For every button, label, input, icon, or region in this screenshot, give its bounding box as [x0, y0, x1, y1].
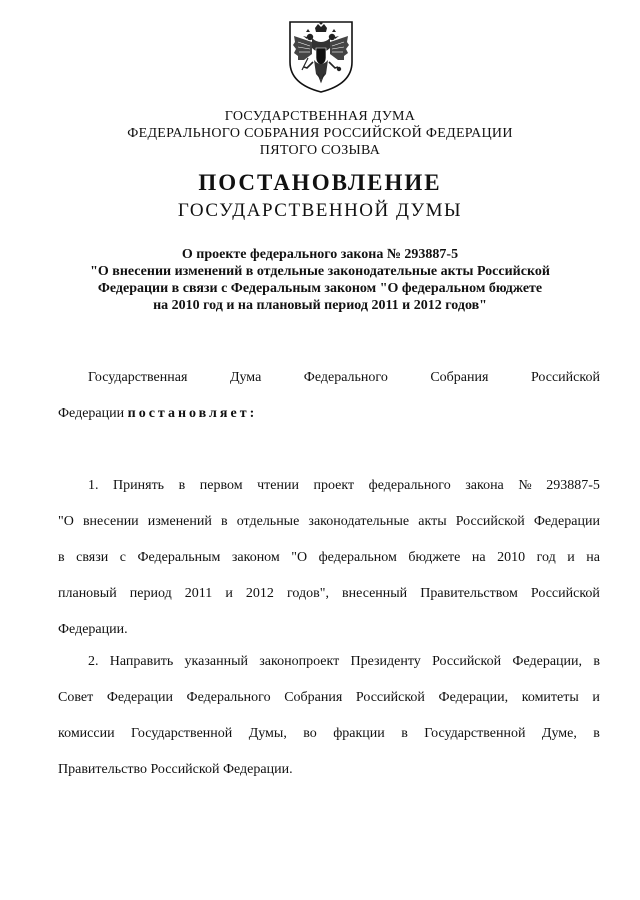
document-issuer-title: ГОСУДАРСТВЕННОЙ ДУМЫ	[177, 200, 463, 221]
header-line-state-duma: ГОСУДАРСТВЕННАЯ ДУМА	[224, 109, 416, 124]
word: Федерации	[106, 690, 173, 705]
word: "О	[58, 514, 74, 529]
word: Правительством	[420, 586, 518, 601]
subject-line: на 2010 год и на плановый период 2011 и 2012 годов"	[153, 298, 487, 313]
word: №	[518, 478, 532, 493]
word: фракции	[333, 726, 385, 741]
word: плановый	[58, 586, 117, 601]
word: комиссии	[58, 726, 115, 741]
word: Государственной	[131, 726, 233, 741]
word: и	[567, 550, 575, 565]
subject-line: О проекте федерального закона № 293887-5	[181, 247, 459, 262]
word: Президенту	[350, 654, 421, 669]
intro-word: Российской	[530, 370, 600, 385]
word: в	[58, 550, 65, 565]
intro-line-1	[58, 360, 600, 396]
word: на	[471, 550, 486, 565]
intro-word: Федерального	[303, 370, 388, 385]
word: и	[225, 586, 233, 601]
paragraph-1-last-line: Федерации.	[58, 622, 128, 637]
document-type-title: ПОСТАНОВЛЕНИЕ	[198, 170, 442, 195]
paragraph-1	[58, 468, 600, 648]
word: изменений	[147, 514, 212, 529]
word: год	[536, 550, 556, 565]
intro-line-2	[58, 396, 600, 432]
paragraph-1-line-1	[58, 468, 600, 504]
intro-word: Собрания	[430, 370, 489, 385]
word: Федерации,	[438, 690, 509, 705]
word: проект	[313, 478, 355, 493]
paragraph-1-line-4	[58, 576, 600, 612]
word: Думы,	[248, 726, 287, 741]
subject-line: Федерации в связи с Федеральным законом "О федеральном бюджете	[97, 281, 543, 296]
word: с	[119, 550, 126, 565]
word: Российской	[455, 514, 525, 529]
word: Российской	[530, 586, 600, 601]
word: законопроект	[259, 654, 340, 669]
word: законодательные	[308, 514, 410, 529]
russian-coat-of-arms-icon	[286, 18, 356, 94]
word: бюджете	[408, 550, 461, 565]
word: Думе,	[541, 726, 577, 741]
word: в	[178, 478, 186, 493]
word: закона	[465, 478, 504, 493]
word: 2011	[184, 586, 213, 601]
word: федеральном	[318, 550, 397, 565]
intro-word: Государственная	[88, 370, 188, 385]
word: в	[593, 726, 600, 741]
word: период	[129, 586, 172, 601]
word: Российской	[355, 690, 425, 705]
word: 2010	[497, 550, 526, 565]
word: чтении	[257, 478, 299, 493]
word: годов",	[287, 586, 329, 601]
word: и	[592, 690, 600, 705]
word: Федерации	[533, 514, 600, 529]
paragraph-1-line-2	[58, 504, 600, 540]
word: отдельные	[236, 514, 300, 529]
paragraph-1-line-3	[58, 540, 600, 576]
word: Совет	[58, 690, 94, 705]
paragraph-2-line-3	[58, 716, 600, 752]
word: 2012	[245, 586, 274, 601]
word: законом	[231, 550, 280, 565]
subject-line: "О внесении изменений в отдельные законодательные акты Российской	[90, 264, 550, 279]
word: Федеральным	[137, 550, 221, 565]
word: Российской	[432, 654, 502, 669]
intro-line-2-start: Федерации	[58, 406, 125, 421]
word: Собрания	[284, 690, 343, 705]
paragraph-2-line-2	[58, 680, 600, 716]
word: первом	[199, 478, 243, 493]
header-line-federal-assembly: ФЕДЕРАЛЬНОГО СОБРАНИЯ РОССИЙСКОЙ ФЕДЕРАЦИИ	[127, 126, 513, 141]
intro-word: Дума	[229, 370, 262, 385]
resolves-keyword: постановляет:	[127, 406, 258, 421]
word: "О	[291, 550, 308, 565]
header-line-convocation: ПЯТОГО СОЗЫВА	[259, 143, 381, 158]
word: 1.	[88, 478, 99, 493]
word: Государственной	[424, 726, 526, 741]
paragraph-2-last-line: Правительство Российской Федерации.	[58, 762, 293, 777]
word: 293887-5	[546, 478, 600, 493]
word: внесенный	[342, 586, 408, 601]
word: Принять	[113, 478, 165, 493]
word: Федерации,	[512, 654, 583, 669]
intro-paragraph	[58, 360, 600, 432]
word: федерального	[368, 478, 451, 493]
word: во	[303, 726, 317, 741]
word: в	[401, 726, 408, 741]
word: указанный	[184, 654, 248, 669]
paragraph-2	[58, 644, 600, 788]
word: 2.	[88, 654, 99, 669]
document-header	[0, 108, 640, 159]
word: внесении	[82, 514, 139, 529]
word: на	[586, 550, 600, 565]
document-subject	[0, 246, 640, 314]
paragraph-2-line-1	[58, 644, 600, 680]
word: Федерального	[186, 690, 271, 705]
word: Направить	[109, 654, 174, 669]
word: связи	[76, 550, 109, 565]
word: акты	[418, 514, 447, 529]
word: в	[221, 514, 228, 529]
word: комитеты	[521, 690, 579, 705]
word: в	[593, 654, 600, 669]
